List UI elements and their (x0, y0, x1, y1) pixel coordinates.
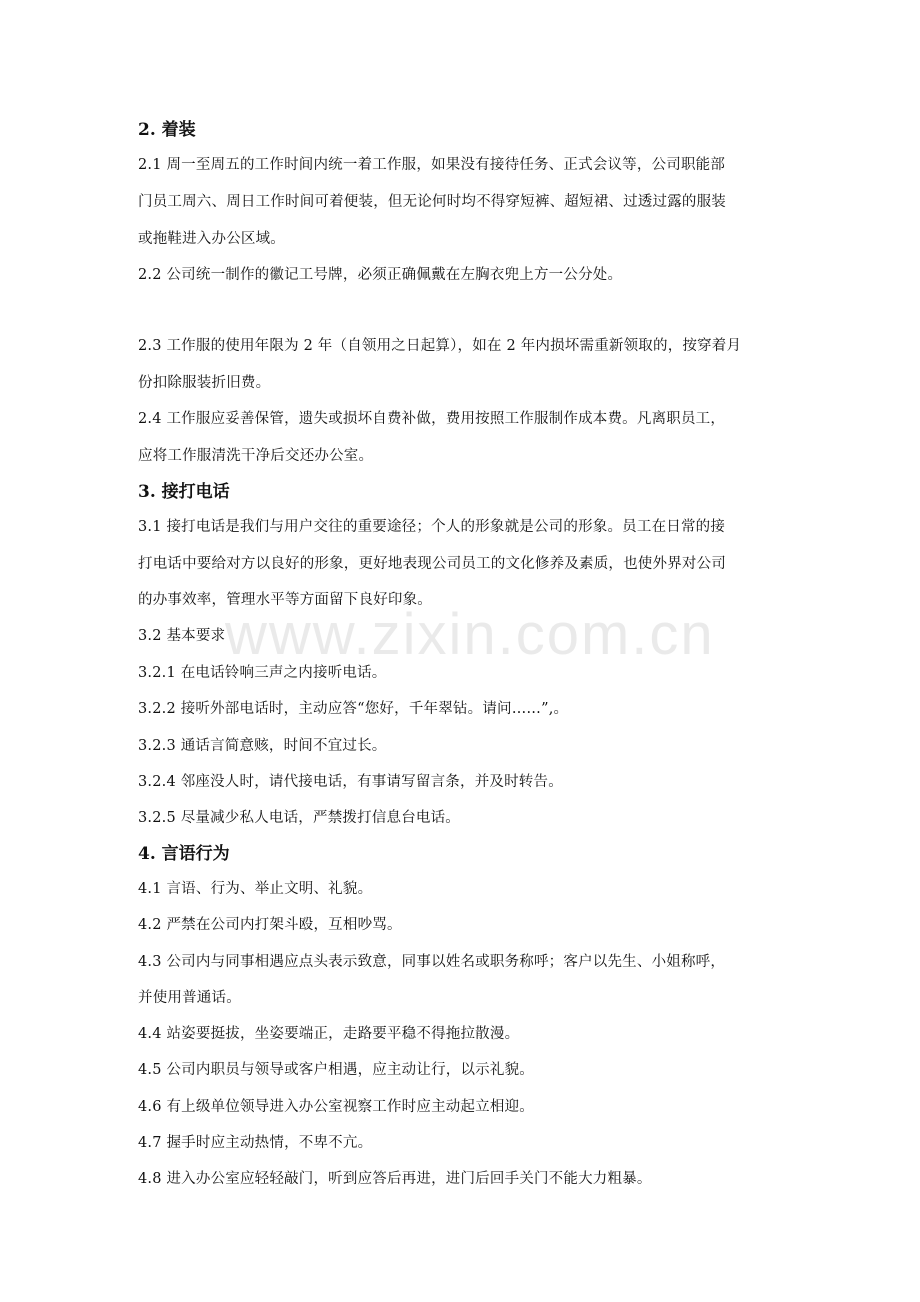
paragraph-3-2-1: 3.2.1 在电话铃响三声之内接听电话。 (138, 665, 387, 681)
paragraph-2-2: 2.2 公司统一制作的徽记工号牌，必须正确佩戴在左胸衣兜上方一公分处。 (138, 267, 623, 283)
section-3-heading: 3. 接打电话 (138, 482, 230, 502)
paragraph-2-4-line-2: 应将工作服清洗干净后交还办公室。 (138, 448, 374, 464)
paragraph-2-1-line-2: 门员工周六、周日工作时间可着便装，但无论何时均不得穿短裤、超短裙、过透过露的服装 (138, 194, 726, 210)
paragraph-2-1-line-1: 2.1 周一至周五的工作时间内统一着工作服，如果没有接待任务、正式会议等，公司职能部 (138, 157, 726, 173)
paragraph-4-8: 4.8 进入办公室应轻轻敲门，听到应答后再进，进门后回手关门不能大力粗暴。 (138, 1171, 652, 1187)
paragraph-3-2-4: 3.2.4 邻座没人时，请代接电话，有事请写留言条，并及时转告。 (138, 774, 563, 790)
paragraph-2-3-line-2: 份扣除服装折旧费。 (138, 375, 271, 391)
paragraph-3-1-line-3: 的办事效率，管理水平等方面留下良好印象。 (138, 592, 432, 608)
paragraph-3-2-3: 3.2.3 通话言简意赅，时间不宜过长。 (138, 738, 387, 754)
paragraph-3-2-5: 3.2.5 尽量减少私人电话，严禁拨打信息台电话。 (138, 810, 461, 826)
paragraph-3-2-2: 3.2.2 接听外部电话时，主动应答“您好，千年翠钻。请问……”,。 (138, 701, 569, 717)
paragraph-4-4: 4.4 站姿要挺拔，坐姿要端正，走路要平稳不得拖拉散漫。 (138, 1026, 520, 1042)
section-4-heading: 4. 言语行为 (138, 844, 230, 864)
paragraph-2-3-line-1: 2.3 工作服的使用年限为 2 年（自领用之日起算），如在 2 年内损坏需重新领取的，按穿着月 (138, 338, 742, 354)
paragraph-3-1-line-2: 打电话中要给对方以良好的形象，更好地表现公司员工的文化修养及素质，也使外界对公司 (138, 556, 726, 572)
paragraph-2-1-line-3: 或拖鞋进入办公区域。 (138, 231, 285, 247)
watermark: www.zixin.com.cn (225, 602, 715, 667)
paragraph-4-1: 4.1 言语、行为、举止文明、礼貌。 (138, 881, 373, 897)
section-2-heading: 2. 着装 (138, 120, 196, 140)
paragraph-4-3-line-2: 并使用普通话。 (138, 990, 241, 1006)
paragraph-3-1-line-1: 3.1 接打电话是我们与用户交往的重要途径；个人的形象就是公司的形象。员工在日常的接 (138, 519, 726, 535)
paragraph-4-5: 4.5 公司内职员与领导或客户相遇，应主动让行，以示礼貌。 (138, 1062, 534, 1078)
paragraph-4-3-line-1: 4.3 公司内与同事相遇应点头表示致意，同事以姓名或职务称呼；客户以先生、小姐称呼， (138, 954, 726, 970)
paragraph-3-2: 3.2 基本要求 (138, 628, 226, 644)
paragraph-4-6: 4.6 有上级单位领导进入办公室视察工作时应主动起立相迎。 (138, 1099, 534, 1115)
paragraph-2-4-line-1: 2.4 工作服应妥善保管，遗失或损坏自费补做，费用按照工作服制作成本费。凡离职员工， (138, 411, 726, 427)
paragraph-4-7: 4.7 握手时应主动热情，不卑不亢。 (138, 1135, 373, 1151)
paragraph-4-2: 4.2 严禁在公司内打架斗殴，互相吵骂。 (138, 917, 402, 933)
